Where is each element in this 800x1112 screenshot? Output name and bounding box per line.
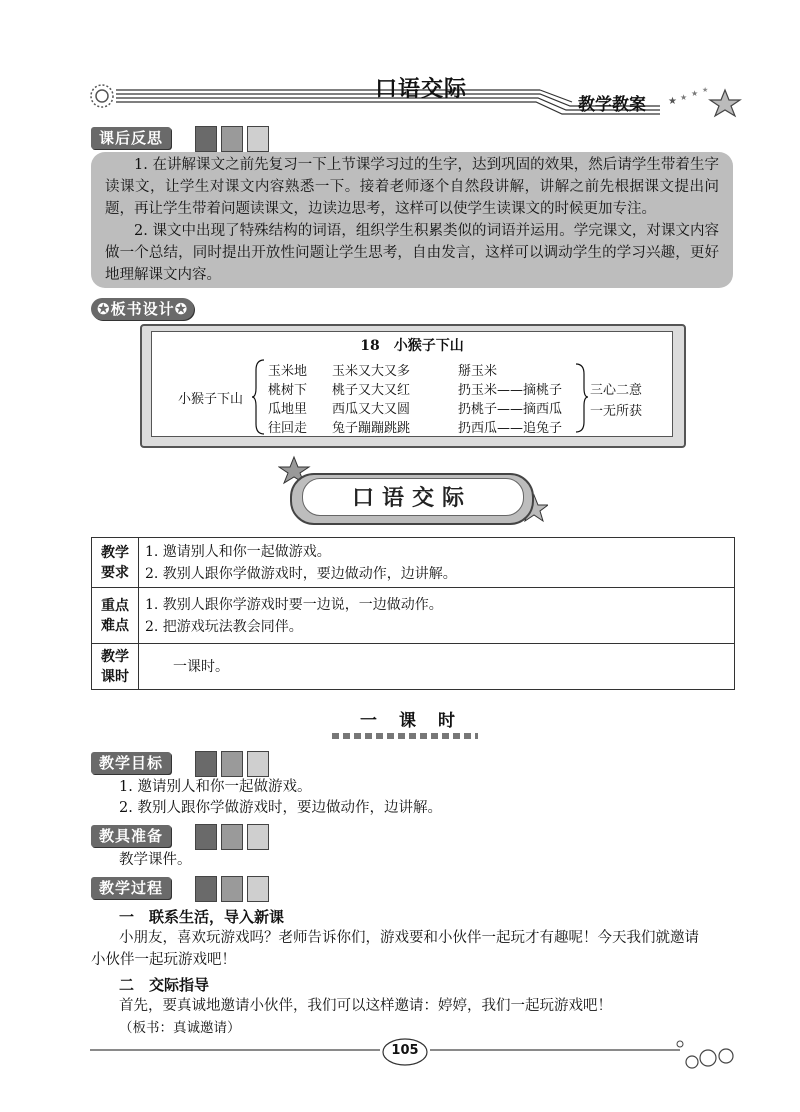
goal-item: 1. 邀请别人和你一起做游戏。 [119,779,312,795]
star-icon: ✪ [97,300,111,318]
step-text: 小朋友，喜欢玩游戏吗？老师告诉你们，游戏要和小伙伴一起玩才有趣呢！今天我们就邀请 [119,930,699,946]
board-description: 兔子蹦蹦跳跳 [332,421,411,436]
step-heading: 二 交际指导 [119,976,210,994]
reflection-box [91,152,733,288]
board-place: 瓜地里 [268,402,308,417]
svg-text:★: ★ [668,96,677,107]
tools-text: 教学课件。 [119,852,192,868]
table-header-cell [92,538,139,588]
goals-label: 教学目标 [91,752,171,774]
blackboard [151,331,673,437]
table-header-cell [92,588,139,644]
header-line: 教学 [101,544,129,561]
decor-square [195,126,217,152]
right-brace [576,362,588,434]
table-content-cell [139,644,735,690]
board-label [91,298,194,320]
svg-text:★: ★ [680,93,688,102]
table-content-cell [139,538,735,588]
requirement-item: 2. 教别人跟你学做游戏时，要边做动作，边讲解。 [145,565,457,582]
lesson-title-underline [330,730,480,742]
svg-text:★: ★ [691,89,699,98]
decor-square [195,824,217,850]
decor-square [221,824,243,850]
board-place: 玉米地 [268,364,308,379]
lesson-title: 一课时 [360,711,477,731]
decor-square [247,824,269,850]
board-action: 扔桃子——摘西瓜 [458,402,563,417]
board-action: 扔玉米——摘桃子 [458,383,563,398]
header-title: 口语交际 [375,77,468,102]
board-description: 玉米又大又多 [332,364,411,379]
banner-title: 口语交际 [351,486,472,511]
decor-square [221,126,243,152]
board-place: 桃树下 [268,383,308,398]
board-root: 小猴子下山 [178,392,244,407]
left-brace [252,358,266,436]
board-action: 扔西瓜——追兔子 [458,421,563,436]
table-row [92,588,735,644]
decor-square [195,751,217,777]
board-title: 18 小猴子下山 [360,338,464,354]
board-label-text: 板书设计 [110,300,175,318]
step-heading: 一 联系生活，导入新课 [119,908,285,926]
decor-square [195,876,217,902]
board-conclusion: 一无所获 [590,404,643,419]
table-content-cell [139,588,735,644]
decor-square [221,751,243,777]
decor-square [247,876,269,902]
decor-square [247,751,269,777]
board-place: 往回走 [268,421,308,436]
requirement-item: 一课时。 [173,658,229,675]
step-text: 小伙伴一起玩游戏吧！ [91,952,236,968]
requirement-item: 2. 把游戏玩法教会同伴。 [145,618,303,635]
board-description: 西瓜又大又圆 [332,402,411,417]
goal-item: 2. 教别人跟你学做游戏时，要边做动作，边讲解。 [119,800,442,816]
table-row [92,538,735,588]
header-line: 难点 [101,617,129,634]
svg-text:★: ★ [702,86,709,94]
requirement-item: 1. 教别人跟你学游戏时要一边说，一边做动作。 [145,596,443,613]
decor-square [221,876,243,902]
requirements-table [91,537,735,690]
requirement-item: 1. 邀请别人和你一起做游戏。 [145,543,331,560]
process-label: 教学过程 [91,877,171,899]
tools-label: 教具准备 [91,825,171,847]
reflection-paragraph-2: 2. 课文中出现了特殊结构的词语，组织学生积累类似的词语并运用。学完课文，对课文内容做一个总结，同时提出开放性问题让学生思考，自由发言，这样可以调动学生的学习兴趣，更好地理解课文内容。 [105,223,719,283]
table-header-cell [92,644,139,690]
star-icon: ✪ [174,300,189,318]
header-line: 课时 [101,668,129,685]
board-description: 桃子又大又红 [332,383,411,398]
page-number: 105 [391,1043,419,1058]
header-line: 重点 [101,597,129,614]
step-text: 首先，要真诚地邀请小伙伴，我们可以这样邀请：婷婷，我们一起玩游戏吧！ [119,998,612,1014]
board-note: （板书：真诚邀请） [119,1020,241,1036]
reflection-label: 课后反思 [91,127,171,149]
table-row [92,644,735,690]
header-line: 要求 [101,564,129,581]
header-line: 教学 [101,648,129,665]
board-conclusion: 三心二意 [590,383,643,398]
header-subtitle: 教学教案 [578,95,646,115]
reflection-paragraph-1: 1. 在讲解课文之前先复习一下上节课学习过的生字，达到巩固的效果，然后请学生带着生字读课文，让学生对课文内容熟悉一下。接着老师逐个自然段讲解，讲解之前先根据课文提出问题，再让学生带着问题读课文，边读边思考，这样可以使学生读课文的时候更加专注。 [105,157,719,217]
board-action: 掰玉米 [458,364,498,379]
decor-square [247,126,269,152]
